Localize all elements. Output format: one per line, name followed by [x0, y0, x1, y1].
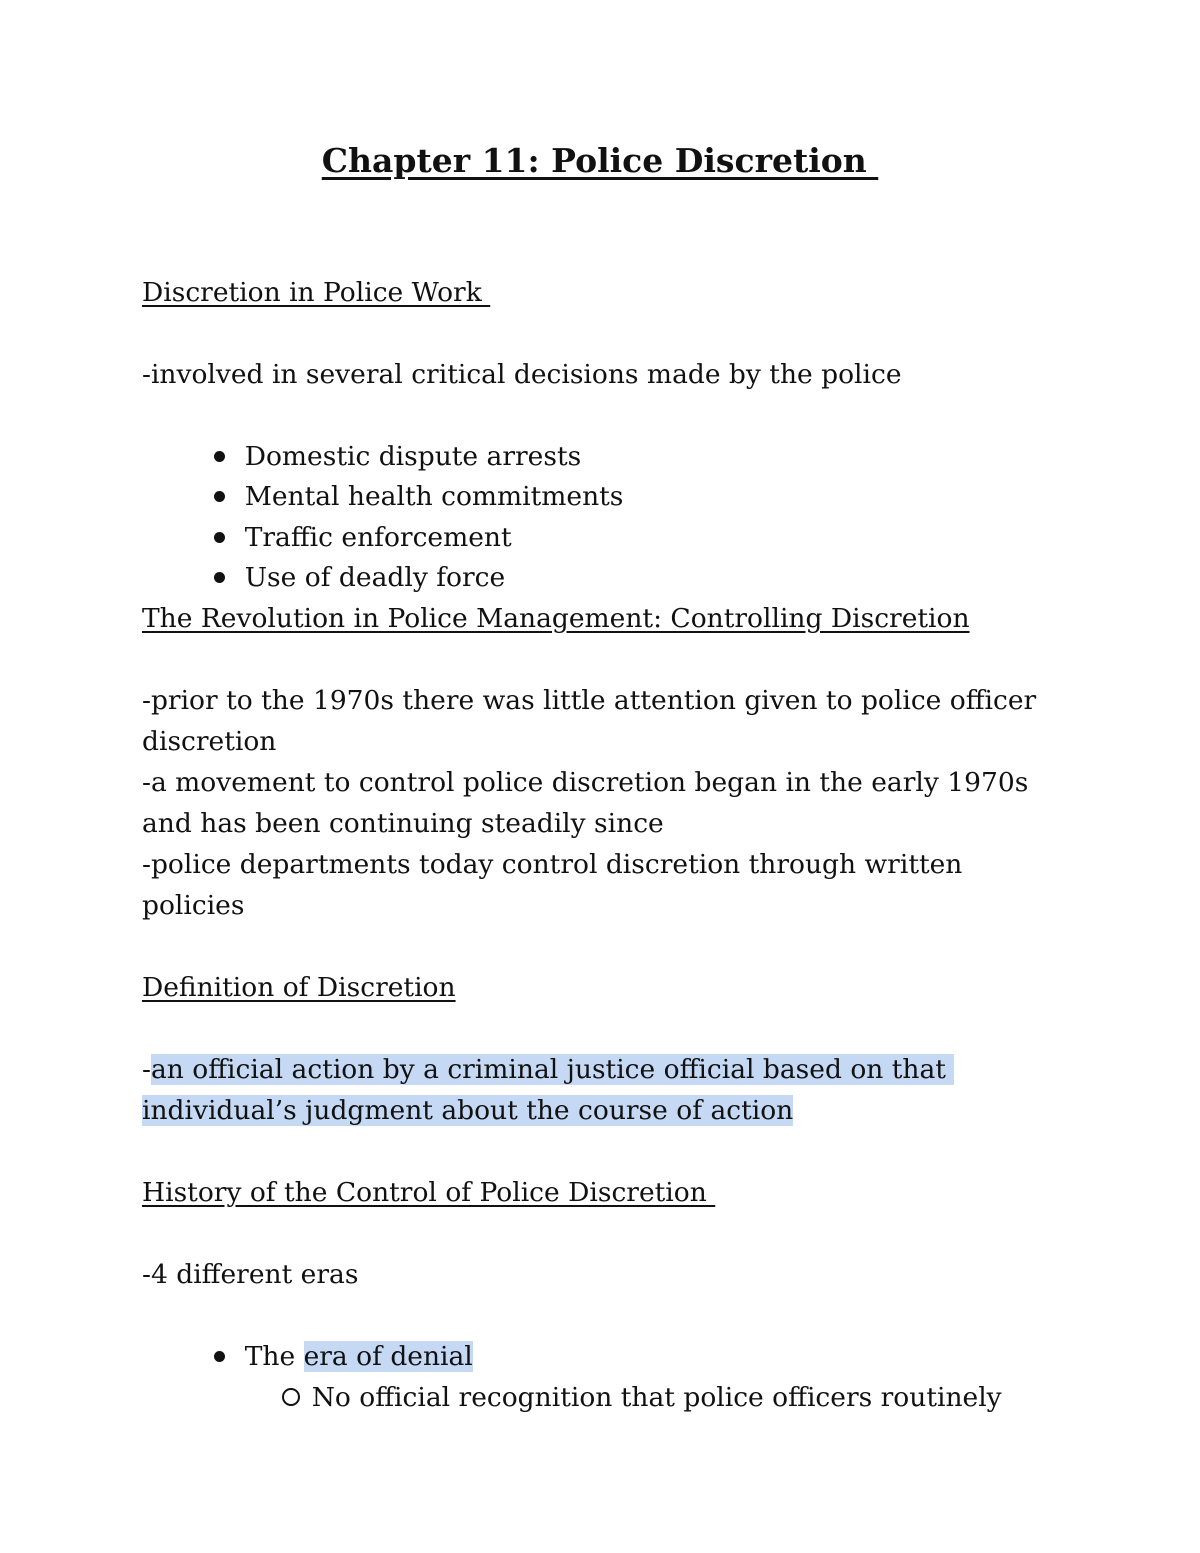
bullet-dot-icon [214, 1351, 225, 1362]
history-intro-text: -4 different eras [142, 1259, 359, 1290]
section-heading-history: History of the Control of Police Discretion [142, 1177, 716, 1208]
highlighted-text: era of denial [303, 1341, 473, 1372]
section-heading-revolution: The Revolution in Police Management: Controlling Discretion [142, 603, 970, 634]
list-item-text: The [244, 1341, 304, 1372]
paragraph-line: -a movement to control police discretion began in the early 1970s [142, 767, 1029, 798]
paragraph-line: -police departments today control discretion through written [142, 849, 963, 880]
chapter-title: Chapter 11: Police Discretion [321, 141, 879, 180]
highlighted-text: an official action by a criminal justice official based on that [150, 1054, 955, 1085]
sub-list-item [248, 1336, 1002, 1459]
paragraph-line: -prior to the 1970s there was little attention given to police officer [142, 685, 1037, 716]
section-heading-discretion-in-police-work: Discretion in Police Work [142, 277, 491, 308]
paragraph-line: policies [142, 890, 245, 921]
section-heading-definition: Definition of Discretion [142, 972, 456, 1003]
list-item-text: Traffic enforcement [244, 522, 512, 553]
definition-dash: - [142, 1054, 151, 1085]
discretion-intro-text: -involved in several critical decisions made by the police [142, 359, 902, 390]
bullet-dot-icon [214, 572, 225, 583]
definition-line-1 [142, 1049, 954, 1090]
sub-list-item-text: No official recognition that police officers routinely [311, 1382, 1002, 1413]
highlighted-text: individual’s judgment about the course of action [142, 1095, 794, 1126]
hollow-bullet-icon [282, 1388, 300, 1406]
list-item-text: Domestic dispute arrests [244, 441, 582, 472]
list-item-text: Use of deadly force [244, 562, 506, 593]
paragraph-line: and has been continuing steadily since [142, 808, 664, 839]
definition-line-2 [142, 1090, 793, 1131]
list-item-text: Mental health commitments [244, 481, 624, 512]
paragraph-line: discretion [142, 726, 277, 757]
